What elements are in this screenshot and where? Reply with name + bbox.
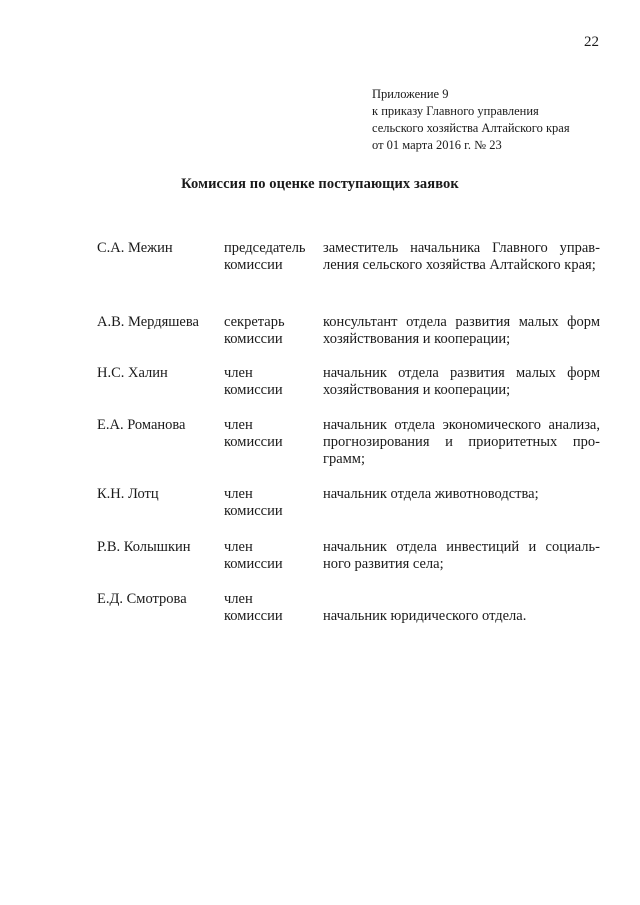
appendix-line: от 01 марта 2016 г. № 23: [372, 138, 502, 152]
page-number: 22: [584, 34, 599, 50]
member-name: С.А. Межин: [97, 240, 173, 256]
member-role: член комиссии: [224, 539, 283, 572]
member-role: председатель комиссии: [224, 240, 306, 273]
member-position: начальник отдела инвестиций и социального развития села;: [323, 539, 600, 572]
member-name: А.В. Мердяшева: [97, 314, 199, 330]
appendix-line: к приказу Главного управления: [372, 104, 539, 118]
member-position: консультант отдела развития малых форм хозяйствования и кооперации;: [323, 314, 600, 347]
member-name: К.Н. Лотц: [97, 486, 159, 502]
member-role: член комиссии: [224, 417, 283, 450]
member-name: Р.В. Колышкин: [97, 539, 191, 555]
member-position: начальник отдела животноводства;: [323, 486, 539, 502]
member-name: Е.А. Романова: [97, 417, 186, 433]
member-role: член комиссии: [224, 365, 283, 398]
document-title: Комиссия по оценке поступающих заявок: [181, 176, 459, 192]
member-position: начальник отдела экономического анализа, прогнозирования и приоритетных программ;: [323, 417, 600, 467]
member-position: заместитель начальника Главного управления сельского хозяйства Алтайского края;: [323, 240, 600, 273]
member-role: член комиссии: [224, 486, 283, 519]
appendix-line: Приложение 9: [372, 87, 449, 101]
member-role: член комиссии: [224, 591, 283, 624]
appendix-line: сельского хозяйства Алтайского края: [372, 121, 570, 135]
member-role: секретарь комиссии: [224, 314, 285, 347]
member-position: начальник отдела развития малых форм хозяйствования и кооперации;: [323, 365, 600, 398]
member-name: Н.С. Халин: [97, 365, 168, 381]
member-position: начальник юридического отдела.: [323, 608, 527, 624]
appendix-block: [372, 86, 570, 154]
member-name: Е.Д. Смотрова: [97, 591, 187, 607]
